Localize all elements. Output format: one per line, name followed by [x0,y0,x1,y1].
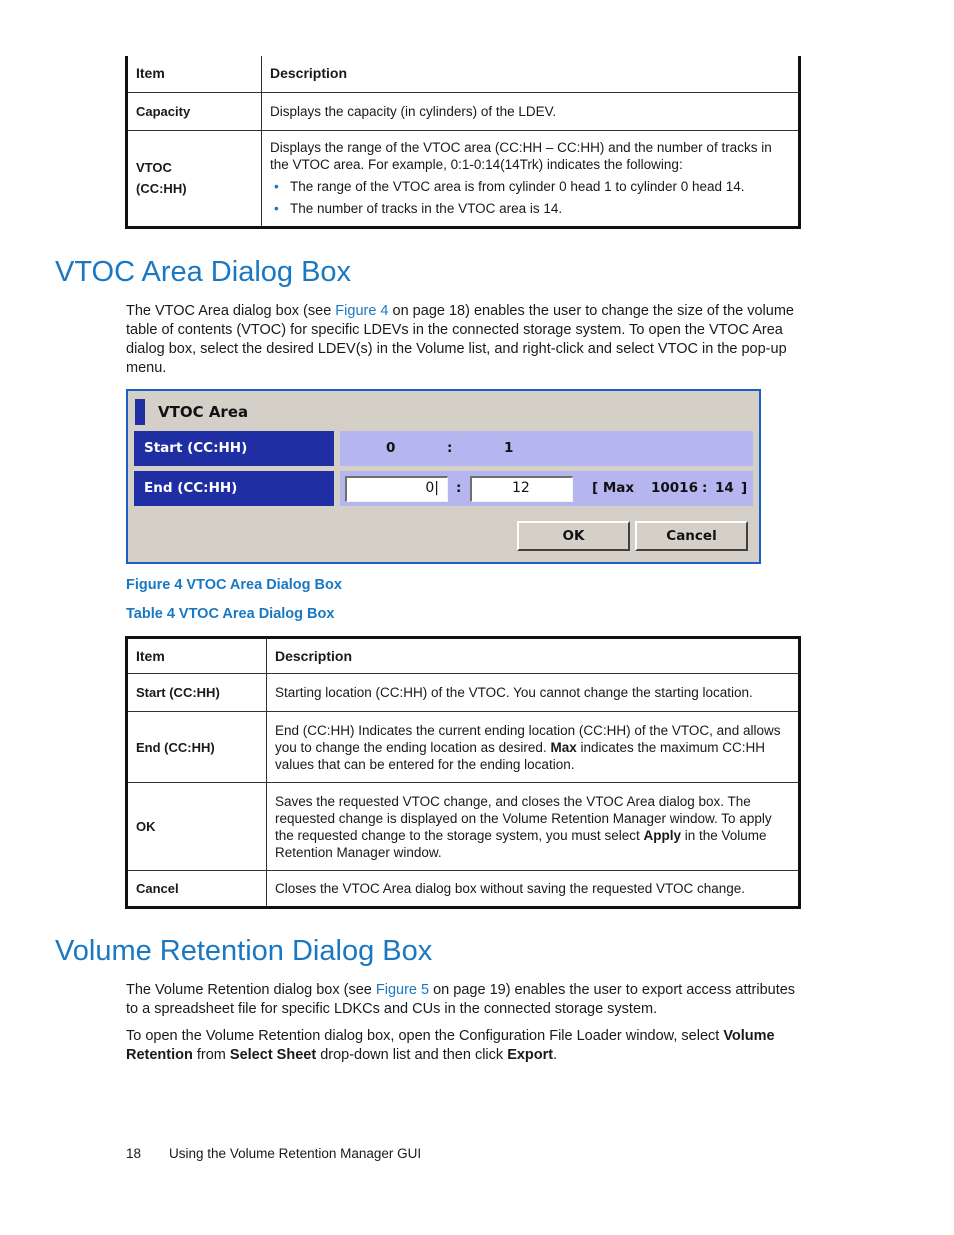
end-label: End (CC:HH) [134,471,334,506]
table2-desc-ok-bold: Apply [643,827,681,843]
section-heading-vtoc-area: VTOC Area Dialog Box [55,256,352,288]
vr-para2-e: . [553,1047,558,1063]
table2-desc-end-a: End (CC:HH) Indicates the current ending location (CC:HH) of the VTOC, and allows you to change the ending location as desired. [275,722,781,755]
section-heading-volume-retention: Volume Retention Dialog Box [55,935,433,967]
vtoc-intro-paragraph [126,302,802,378]
vtoc-intro-text-a: The VTOC Area dialog box (see [126,303,336,319]
vr-para2-d: drop-down list and then click [316,1047,508,1063]
max-hh-value: 14 [715,480,734,496]
vr-para2-bold-export: Export [507,1047,554,1063]
start-separator: : [447,440,453,456]
text-cursor: | [434,480,439,496]
table2-desc-end-bold: Max [550,739,577,755]
table2-item-ok: OK [127,783,267,871]
table1-desc-capacity: Displays the capacity (in cylinders) of the LDEV. [262,92,800,130]
table2-item-end: End (CC:HH) [127,712,267,783]
table2-desc-ok-b: in the Volume Retention Manager window. [275,827,767,860]
table2-desc-start: Starting location (CC:HH) of the VTOC. You cannot change the starting location. [267,674,800,712]
max-cc-value: 10016 [651,480,698,496]
vr-para2-a: To open the Volume Retention dialog box, open the Configuration File Loader window, select [126,1028,724,1044]
volume-retention-paragraph-2 [126,1027,802,1065]
vr-para2-bold-volume-retention: Volume Retention [126,1028,775,1063]
table2-item-cancel: Cancel [127,871,267,908]
capacity-vtoc-table [125,56,801,229]
table1-item-capacity: Capacity [127,92,262,130]
volume-retention-paragraph-1 [126,981,802,1019]
dialog-title: VTOC Area [158,403,249,421]
table2-desc-end-b: indicates the maximum CC:HH values that can be entered for the ending location. [275,739,766,772]
start-hh-value: 1 [504,440,514,456]
end-hh-input[interactable]: 12 [470,476,573,502]
page-number: 18 [126,1146,142,1161]
page-footer [126,1146,421,1161]
end-cc-input-value: 0 [425,480,435,496]
max-separator: : [702,480,708,496]
footer-text: Using the Volume Retention Manager GUI [169,1146,422,1161]
table1-desc-vtoc [262,130,800,227]
start-cc-value: 0 [386,440,396,456]
dialog-title-marker [135,399,145,425]
start-label: Start (CC:HH) [134,431,334,466]
list-item: • The number of tracks in the VTOC area is 14. [270,200,790,217]
table1-header-description: Description [262,56,800,92]
vtoc-intro-text-b: on page 18) enables the user to change the size of the volume table of contents (VTOC) for specific LDEVs in the connected storage system. To open the VTOC Area dialog box, select the desired LDEV(s) in the Volume list, and right-click and select VTOC in the pop-up menu. [126,303,794,376]
figure-caption: Figure 4 VTOC Area Dialog Box [126,577,342,593]
table1-header-item: Item [127,56,262,92]
table2-desc-ok [267,783,800,871]
start-value-row [340,431,753,466]
figure-5-link[interactable]: Figure 5 [375,982,430,998]
cancel-button[interactable]: Cancel [635,521,748,551]
end-value-row [340,471,753,506]
table2-desc-ok-a: Saves the requested VTOC change, and closes the VTOC Area dialog box. The requested change is displayed on the Volume Retention Manager window. To apply the requested change to the storage system, you must select [275,793,772,843]
list-item: • The range of the VTOC area is from cylinder 0 head 1 to cylinder 0 head 14. [270,178,790,195]
table1-desc-vtoc-text: Displays the range of the VTOC area (CC:HH – CC:HH) and the number of tracks in the VTOC area. For example, 0:1-0:14(14Trk) indicates the following: [270,140,772,172]
vr-para2-c: from [192,1047,230,1063]
figure-4-link[interactable]: Figure 4 [335,303,389,319]
vtoc-area-dialog [126,389,761,564]
table2-header-description: Description [267,638,800,674]
end-cc-input[interactable] [345,476,448,502]
table1-item-vtoc-line1: VTOC [136,160,172,175]
vr-para1-text-a: The Volume Retention dialog box (see [126,982,376,998]
max-label: [ Max [592,480,635,496]
vr-para1-text-b: on page 19) enables the user to export access attributes to a spreadsheet file for specific LDKCs and CUs in the connected storage system. [126,982,796,1017]
table1-item-vtoc-line2: (CC:HH) [136,181,187,196]
vtoc-area-items-table [125,636,801,909]
table2-item-start: Start (CC:HH) [127,674,267,712]
table1-item-vtoc [127,130,262,227]
table2-desc-cancel: Closes the VTOC Area dialog box without saving the requested VTOC change. [267,871,800,908]
table2-header-item: Item [127,638,267,674]
table-caption: Table 4 VTOC Area Dialog Box [126,606,335,622]
vr-para2-bold-select-sheet: Select Sheet [229,1047,317,1063]
table1-vtoc-bullet-list [270,178,790,217]
end-separator: : [456,480,462,496]
table2-desc-end [267,712,800,783]
ok-button[interactable]: OK [517,521,630,551]
max-close-bracket: ] [741,480,748,496]
